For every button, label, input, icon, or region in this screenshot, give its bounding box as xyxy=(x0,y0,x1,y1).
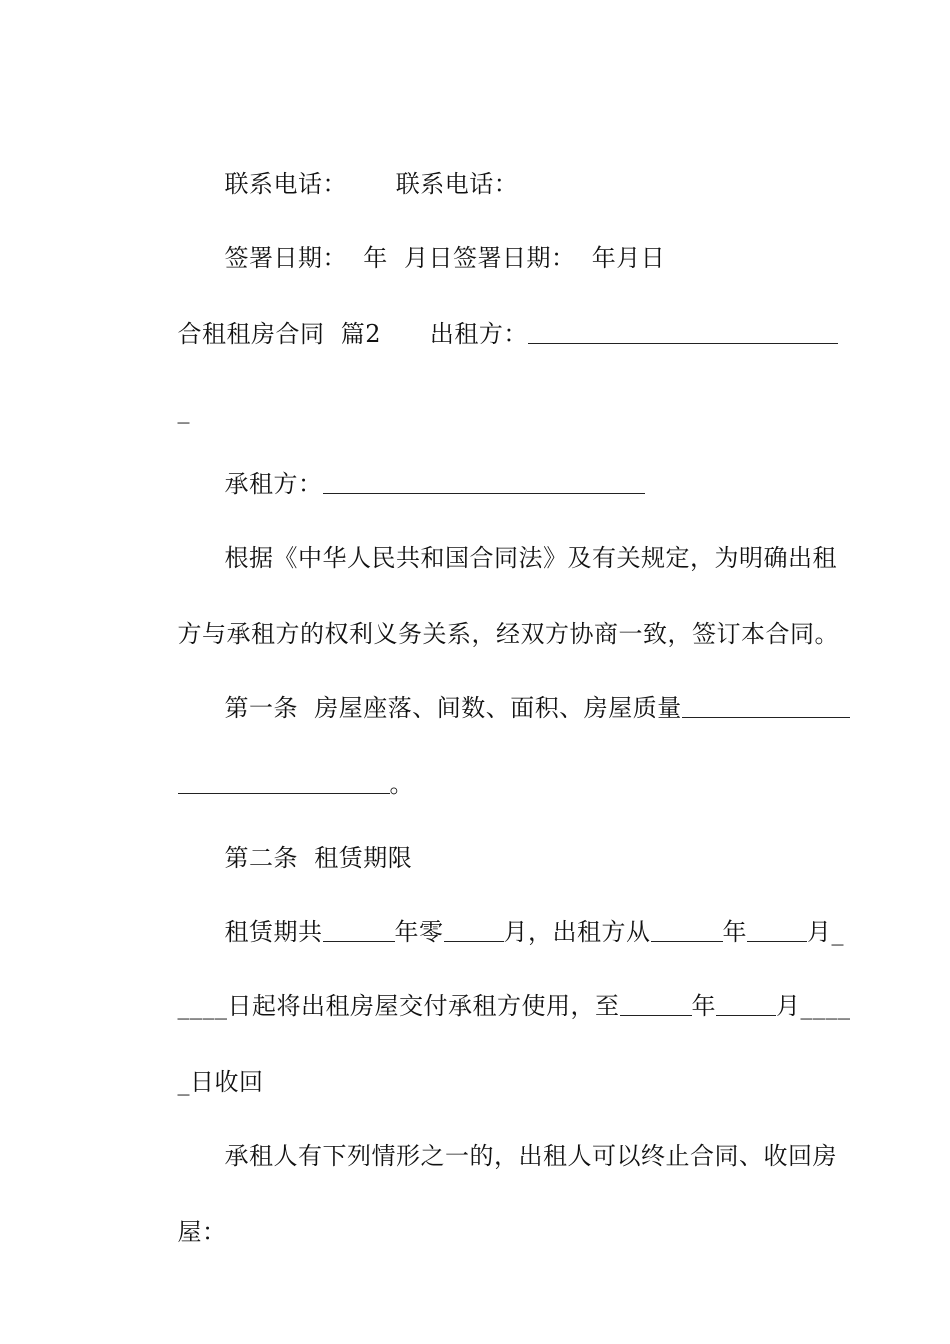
paragraph-intro-text-1: 根据《中华人民共和国合同法》及有关规定，为明确出租 xyxy=(224,544,838,572)
lessee-label: 承租方： xyxy=(224,470,323,498)
end-month-blank xyxy=(716,993,776,1016)
lessor-blank xyxy=(528,321,838,344)
termination-text-2: 屋： xyxy=(177,1218,227,1246)
house-quality-blank xyxy=(682,695,850,718)
end-year-label: 年 xyxy=(691,992,717,1020)
house-quality-blank-2 xyxy=(178,771,390,794)
lessee-blank xyxy=(323,471,645,494)
termination-text-1: 承租人有下列情形之一的，出租人可以终止合同、收回房 xyxy=(224,1142,838,1170)
termination-line-1 xyxy=(192,1108,837,1204)
article-one-period: 。 xyxy=(389,770,415,798)
month-label: 月_ xyxy=(807,918,845,946)
from-lessor-label: 月，出租方从 xyxy=(503,918,651,946)
years-zero-label: 年零 xyxy=(394,918,444,946)
article-two-text: 第二条 租赁期限 xyxy=(224,844,413,872)
year-label: 年 xyxy=(722,918,748,946)
end-month-label: 月____ xyxy=(776,992,851,1020)
article-one-text: 第一条 房屋座落、间数、面积、房屋质量 xyxy=(224,694,682,722)
delivery-text: ____日起将出租房屋交付承租方使用，至 xyxy=(177,992,620,1020)
signing-date-text: 签署日期： 年 月日签署日期： 年月日 xyxy=(224,244,666,272)
lessor-blank-continued xyxy=(145,362,190,458)
contact-phone-text: 联系电话： 联系电话： xyxy=(224,170,519,198)
contract-title-text: 合租租房合同 篇2 出租方： xyxy=(177,320,528,348)
years-blank xyxy=(323,919,395,942)
start-year-blank xyxy=(651,919,723,942)
reclaim-text: _日收回 xyxy=(177,1068,264,1096)
end-year-blank xyxy=(620,993,692,1016)
lessor-blank-tail: _ xyxy=(177,396,191,424)
lease-term-label: 租赁期共 xyxy=(224,918,323,946)
contract-title-line xyxy=(145,286,838,382)
paragraph-intro-text-2: 方与承租方的权利义务关系，经双方协商一致，签订本合同。 xyxy=(177,620,840,648)
months-blank xyxy=(444,919,504,942)
start-month-blank xyxy=(747,919,807,942)
termination-line-2 xyxy=(145,1184,227,1280)
